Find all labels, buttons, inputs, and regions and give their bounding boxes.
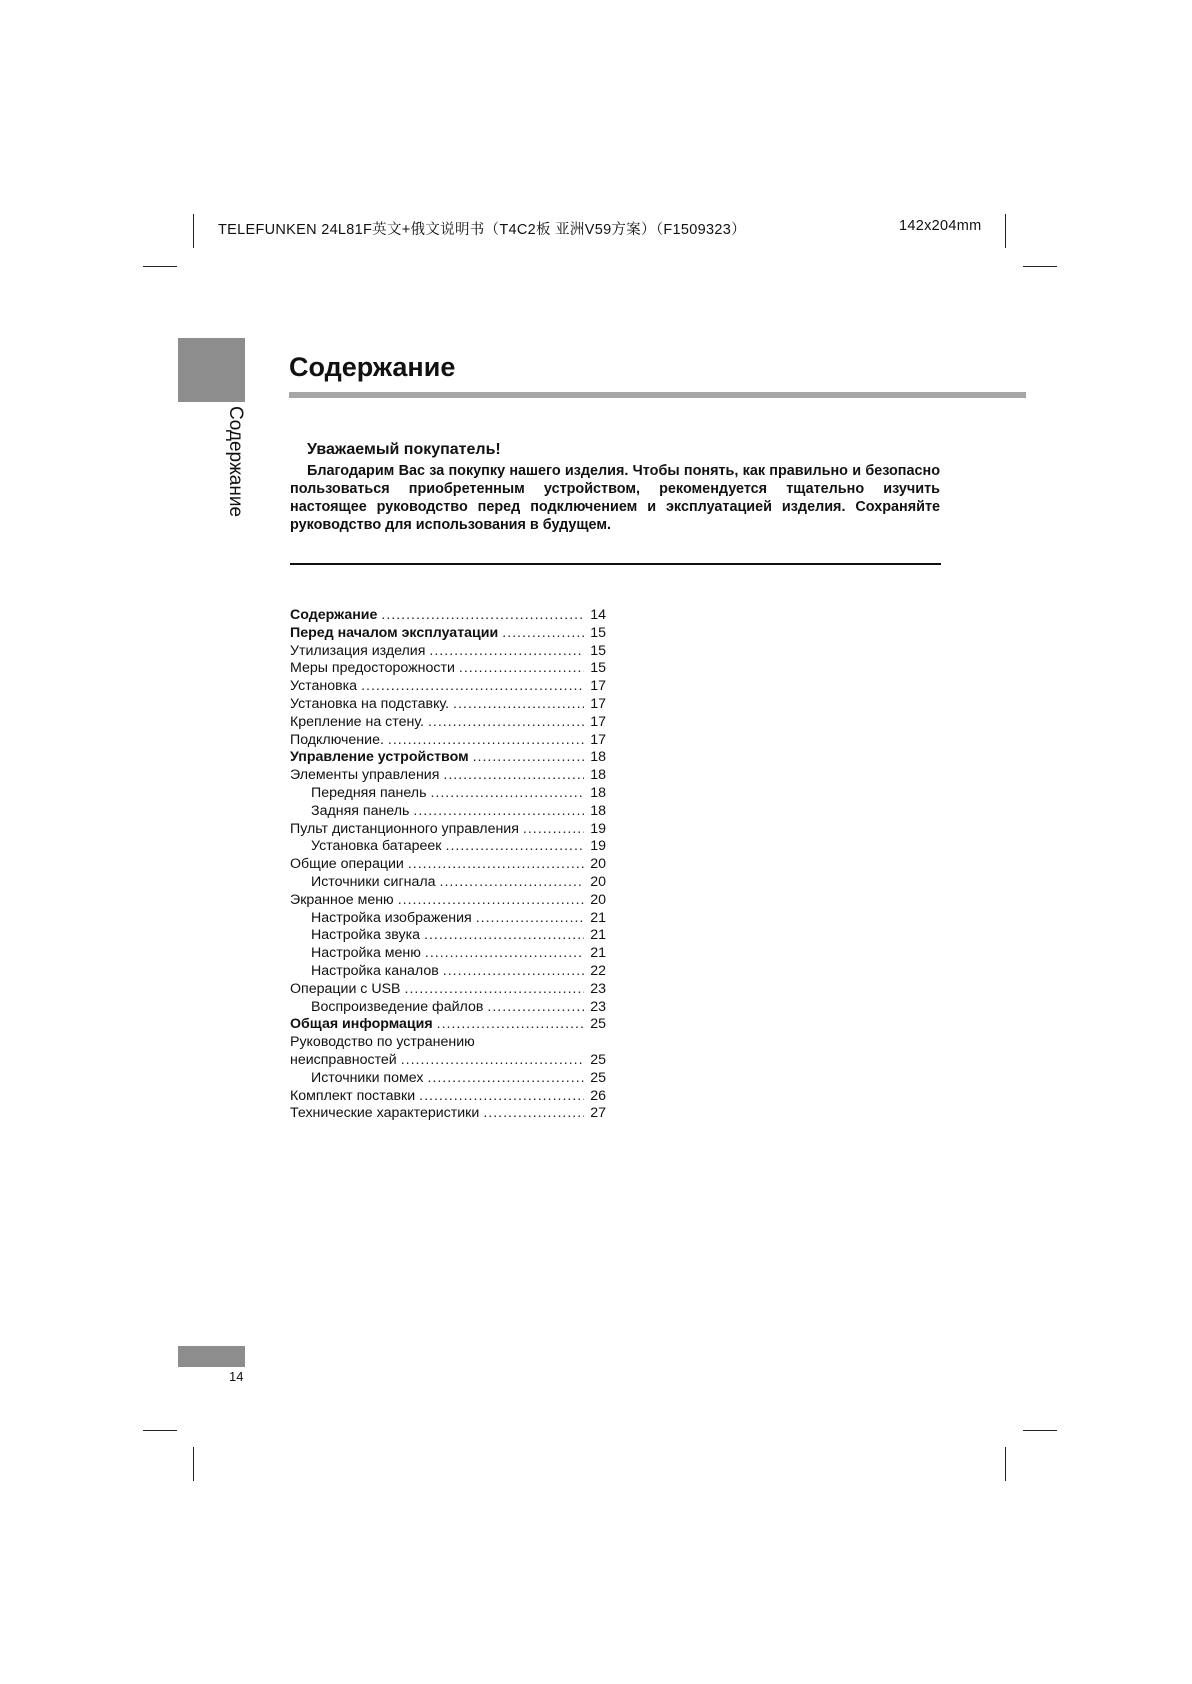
toc-entry-label: Задняя панель — [311, 802, 410, 819]
toc-entry — [290, 625, 606, 643]
toc-entry — [290, 767, 606, 785]
toc-entry-page: 18 — [590, 784, 606, 801]
toc-entry-leader — [408, 856, 584, 874]
toc-entry — [290, 1088, 606, 1106]
toc-entry-leader — [453, 696, 584, 714]
toc-entry — [290, 660, 606, 678]
toc-entry-label: Утилизация изделия — [290, 642, 426, 659]
toc-entry — [290, 785, 606, 803]
toc-entry-leader — [388, 732, 584, 750]
toc-entry-leader — [446, 838, 585, 856]
toc-entry-label: Установка батареек — [311, 838, 442, 855]
toc-entry-label: Руководство по устранению — [290, 1034, 475, 1051]
toc-entry-page: 25 — [590, 1051, 606, 1068]
toc-entry-label: Общая информация — [290, 1016, 433, 1033]
toc-entry-page: 27 — [590, 1105, 606, 1122]
toc-entry-label: Настройка меню — [311, 945, 421, 962]
toc-entry-leader — [405, 981, 584, 999]
toc-entry-page: 18 — [590, 749, 606, 766]
toc-entry-label: Содержание — [290, 607, 378, 623]
toc-entry-leader — [440, 874, 584, 892]
toc-entry-label: Перед началом эксплуатации — [290, 624, 499, 641]
crop-mark-top-left-vertical — [193, 214, 194, 248]
crop-mark-top-right-horizontal — [1023, 266, 1057, 267]
intro-divider — [290, 563, 941, 565]
toc-entry — [290, 874, 606, 892]
toc-entry-label: Общие операции — [290, 856, 404, 873]
toc-entry — [290, 678, 606, 696]
toc-entry-page: 21 — [590, 945, 606, 962]
toc-entry-label: Установка на подставку. — [290, 695, 450, 712]
toc-entry-leader — [401, 1052, 584, 1070]
toc-entry — [290, 696, 606, 714]
toc-entry-leader — [502, 625, 584, 643]
toc-entry — [290, 1070, 606, 1088]
toc-entry-leader — [459, 660, 584, 678]
toc-entry-page: 17 — [590, 678, 606, 695]
toc-entry-page: 21 — [590, 909, 606, 926]
page-number: 14 — [229, 1369, 244, 1384]
title-rule — [289, 392, 1026, 398]
toc-entry-leader — [419, 1088, 584, 1106]
toc-entry-label: Комплект поставки — [290, 1087, 416, 1104]
toc-entry-leader — [443, 767, 584, 785]
toc-entry-leader — [523, 821, 584, 839]
toc-entry — [290, 963, 606, 981]
toc-entry — [290, 927, 606, 945]
toc-entry-page: 19 — [590, 820, 606, 837]
toc-entry-leader — [443, 963, 584, 981]
toc-entry-label: Воспроизведение файлов — [311, 998, 484, 1015]
toc-entry — [290, 643, 606, 661]
table-of-contents — [290, 607, 606, 1123]
toc-entry-leader — [425, 945, 584, 963]
toc-entry-leader — [429, 643, 584, 661]
page-title: Содержание — [289, 352, 456, 382]
toc-entry-label: Подключение. — [290, 731, 384, 748]
toc-entry-page: 23 — [590, 998, 606, 1015]
toc-entry-label: Меры предосторожности — [290, 660, 455, 677]
toc-entry-label: Экранное меню — [290, 891, 394, 908]
toc-entry — [290, 1052, 606, 1070]
intro-heading: Уважаемый покупатель! — [307, 441, 501, 458]
toc-entry-leader — [437, 1016, 584, 1034]
toc-entry-page: 14 — [590, 607, 606, 623]
toc-entry-page: 17 — [590, 713, 606, 730]
toc-entry-leader — [430, 785, 584, 803]
print-header-info: TELEFUNKEN 24L81F英文+俄文说明书（T4C2板 亚洲V59方案）（F1509323） — [218, 222, 746, 238]
toc-entry — [290, 1016, 606, 1034]
toc-entry-leader — [428, 714, 584, 732]
toc-entry — [290, 856, 606, 874]
toc-entry — [290, 1034, 606, 1052]
toc-entry — [290, 838, 606, 856]
toc-entry — [290, 803, 606, 821]
toc-entry — [290, 999, 606, 1017]
toc-entry-leader — [381, 607, 584, 625]
toc-entry-label: Элементы управления — [290, 767, 440, 784]
toc-entry — [290, 714, 606, 732]
crop-mark-bottom-right-horizontal — [1023, 1430, 1057, 1431]
toc-entry-leader — [483, 1105, 584, 1123]
toc-entry-label: Источники помех — [311, 1069, 424, 1086]
toc-entry-label: Крепление на стену. — [290, 713, 424, 730]
crop-mark-top-right-vertical — [1005, 214, 1006, 248]
toc-entry-page: 17 — [590, 731, 606, 748]
crop-mark-bottom-left-horizontal — [143, 1430, 177, 1431]
toc-entry-page: 26 — [590, 1087, 606, 1104]
toc-entry — [290, 821, 606, 839]
toc-entry-page: 22 — [590, 962, 606, 979]
toc-entry-label: Операции с USB — [290, 980, 401, 997]
print-header-size: 142x204mm — [899, 218, 982, 234]
crop-mark-bottom-left-vertical — [193, 1447, 194, 1481]
crop-mark-bottom-right-vertical — [1005, 1447, 1006, 1481]
toc-entry-page: 15 — [590, 660, 606, 677]
toc-entry-page: 18 — [590, 802, 606, 819]
toc-entry-page: 25 — [590, 1069, 606, 1086]
toc-entry — [290, 910, 606, 928]
toc-entry-page: 21 — [590, 927, 606, 944]
toc-entry-label: Источники сигнала — [311, 873, 436, 890]
toc-entry-label: неисправностей — [290, 1051, 397, 1068]
toc-entry — [290, 945, 606, 963]
toc-entry-label: Управление устройством — [290, 749, 469, 766]
toc-entry-label: Пульт дистанционного управления — [290, 820, 519, 837]
intro-body: Благодарим Вас за покупку нашего изделия. Чтобы понять, как правильно и безопасно пользоваться приобретенным устройством, рекомендуется тщательно изучить настоящее руководство перед подключением и эксплуатацией изделия. Сохраняйте руководство для использования в будущем. — [290, 463, 940, 533]
crop-mark-top-left-horizontal — [143, 266, 177, 267]
toc-entry-leader — [361, 678, 584, 696]
toc-entry — [290, 892, 606, 910]
toc-entry-label: Настройка каналов — [311, 962, 439, 979]
section-side-tab — [178, 338, 245, 402]
toc-entry-page: 19 — [590, 838, 606, 855]
toc-entry-page: 20 — [590, 856, 606, 873]
section-side-label: Содержание — [225, 406, 246, 518]
toc-entry-page: 20 — [590, 873, 606, 890]
toc-entry — [290, 607, 606, 625]
toc-entry-leader — [424, 927, 584, 945]
toc-entry — [290, 981, 606, 999]
toc-entry-page: 15 — [590, 624, 606, 641]
toc-entry-leader — [487, 999, 584, 1017]
toc-entry-leader — [427, 1070, 584, 1088]
toc-entry — [290, 732, 606, 750]
toc-entry-label: Настройка звука — [311, 927, 421, 944]
toc-entry — [290, 1105, 606, 1123]
toc-entry-leader — [476, 910, 584, 928]
toc-entry — [290, 749, 606, 767]
toc-entry-leader — [398, 892, 584, 910]
toc-entry-label: Установка — [290, 678, 358, 695]
toc-entry-page: 18 — [590, 767, 606, 784]
footer-tab — [178, 1346, 245, 1367]
toc-entry-page: 25 — [590, 1016, 606, 1033]
toc-entry-label: Технические характеристики — [290, 1105, 480, 1122]
toc-entry-label: Передняя панель — [311, 784, 427, 801]
toc-entry-page: 17 — [590, 695, 606, 712]
toc-entry-page: 15 — [590, 642, 606, 659]
toc-entry-page: 23 — [590, 980, 606, 997]
toc-entry-leader — [413, 803, 584, 821]
toc-entry-page: 20 — [590, 891, 606, 908]
toc-entry-label: Настройка изображения — [311, 909, 472, 926]
toc-entry-leader — [473, 749, 584, 767]
